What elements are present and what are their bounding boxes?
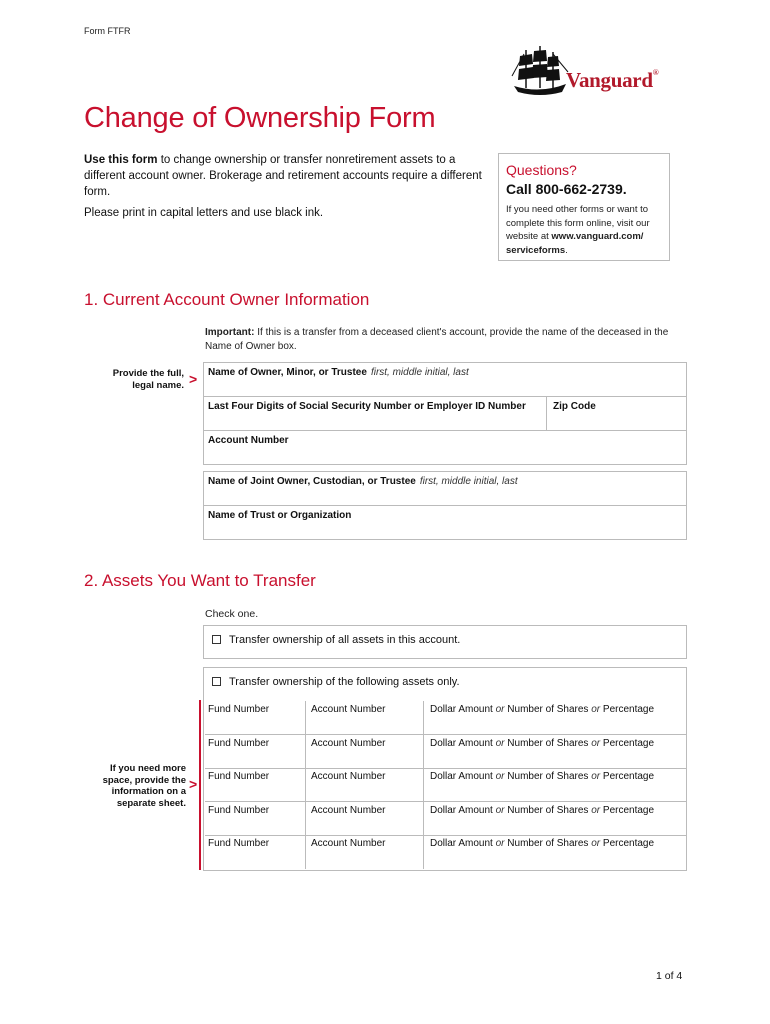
ssn-field[interactable]: Last Four Digits of Social Security Number or Employer ID Number — [204, 397, 547, 431]
questions-title: Questions? — [506, 162, 577, 178]
questions-body: If you need other forms or want to complete this form online, visit our website at www.vanguard.com/ serviceforms. — [506, 204, 650, 256]
account-number-field[interactable]: Account Number — [208, 435, 289, 446]
account-number-field[interactable]: Account Number — [311, 737, 386, 749]
fund-number-field[interactable]: Fund Number — [208, 771, 270, 783]
important-note: Important: If this is a transfer from a deceased client's account, provide the name of the deceased in the Name of Owner box. — [205, 327, 669, 352]
intro-paragraph: Use this form to change ownership or transfer nonretirement assets to a different account owner. Brokerage and retirement accounts require a different form. — [84, 154, 482, 198]
trust-name-field[interactable]: Name of Trust or Organization — [208, 510, 352, 521]
check-one-label: Check one. — [205, 608, 259, 620]
brand-wordmark: Vanguard® — [566, 68, 659, 92]
asset-row — [205, 701, 687, 735]
fund-number-field[interactable]: Fund Number — [208, 804, 270, 816]
asset-row — [205, 835, 687, 869]
questions-box — [498, 153, 670, 261]
joint-fields-box — [203, 471, 687, 540]
amount-field[interactable]: Dollar Amount or Number of Shares or Percentage — [430, 737, 655, 749]
arrow-icon: > — [189, 371, 198, 387]
full-name-note: Provide the full, legal name. — [112, 368, 184, 391]
checkbox-specific-assets[interactable] — [212, 677, 221, 686]
fund-number-field[interactable]: Fund Number — [208, 737, 270, 749]
print-instructions: Please print in capital letters and use black ink. — [84, 207, 324, 219]
checkbox-all-assets[interactable] — [212, 635, 221, 644]
section1-heading: 1. Current Account Owner Information — [84, 290, 370, 309]
option-specific-assets[interactable]: Transfer ownership of the following assets only. — [203, 667, 687, 871]
amount-field[interactable]: Dollar Amount or Number of Shares or Percentage — [430, 771, 655, 783]
zip-code-field[interactable]: Zip Code — [547, 397, 686, 431]
section2-heading: 2. Assets You Want to Transfer — [84, 571, 316, 590]
asset-row — [205, 735, 687, 769]
amount-field[interactable]: Dollar Amount or Number of Shares or Percentage — [430, 704, 655, 715]
arrow-icon: > — [189, 776, 198, 792]
ship-icon — [510, 42, 570, 100]
asset-table-marker — [199, 700, 201, 870]
website-link[interactable]: www.vanguard.com/ serviceforms — [506, 231, 644, 256]
fund-number-field[interactable]: Fund Number — [208, 838, 270, 850]
extra-space-note: If you need more space, provide the information on a separate sheet. — [102, 763, 186, 809]
amount-field[interactable]: Dollar Amount or Number of Shares or Percentage — [430, 838, 655, 850]
asset-row — [205, 802, 687, 836]
account-number-field[interactable]: Account Number — [311, 838, 386, 850]
vanguard-logo — [510, 42, 700, 100]
owner-name-field[interactable]: Name of Owner, Minor, or Trustee first, middle initial, last — [204, 363, 686, 397]
account-number-field[interactable]: Account Number — [311, 804, 386, 816]
account-number-field[interactable]: Account Number — [311, 771, 386, 783]
option-all-assets[interactable]: Transfer ownership of all assets in this account. — [203, 625, 687, 659]
form-id: Form FTFR — [84, 26, 131, 36]
joint-owner-field[interactable]: Name of Joint Owner, Custodian, or Trustee first, middle initial, last — [204, 472, 686, 506]
owner-fields-box — [203, 362, 687, 465]
fund-number-field[interactable]: Fund Number — [208, 704, 270, 715]
amount-field[interactable]: Dollar Amount or Number of Shares or Percentage — [430, 804, 655, 816]
questions-phone[interactable]: Call 800-662-2739. — [506, 181, 627, 197]
page-number: 1 of 4 — [656, 970, 683, 982]
page-title: Change of Ownership Form — [84, 102, 436, 134]
account-number-field[interactable]: Account Number — [311, 704, 386, 715]
asset-row — [205, 768, 687, 802]
